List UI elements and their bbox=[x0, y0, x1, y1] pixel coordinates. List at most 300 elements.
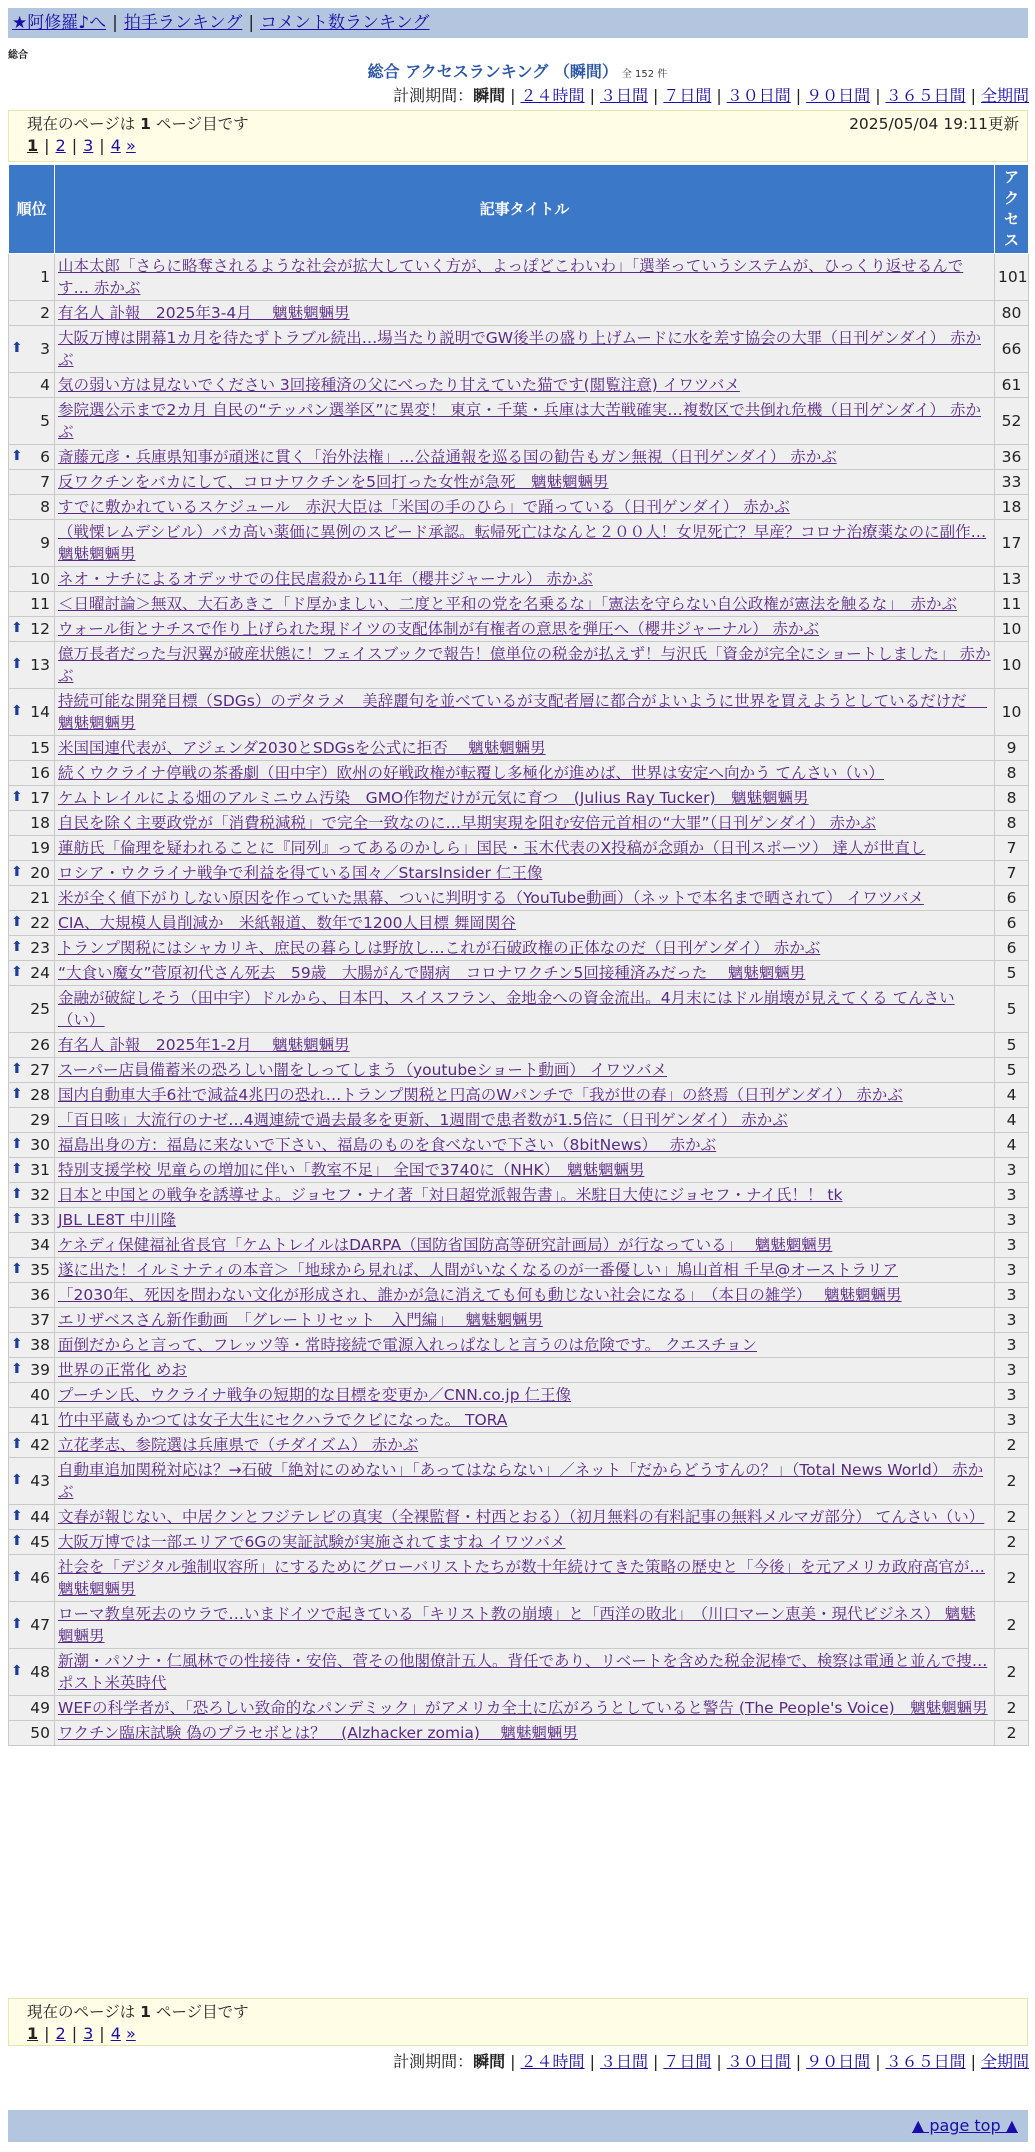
period-link-5[interactable]: ３６５日間 bbox=[885, 2052, 966, 2071]
access-cell: 2 bbox=[995, 1530, 1029, 1555]
page-separator: | bbox=[44, 136, 50, 155]
rank-number: 38 bbox=[30, 1336, 50, 1354]
table-row bbox=[9, 1458, 1029, 1505]
access-cell: 2 bbox=[995, 1602, 1029, 1649]
ranking-title: 総合 アクセスランキング （瞬間） bbox=[367, 62, 618, 81]
rank-number: 46 bbox=[30, 1569, 50, 1587]
period-separator: | bbox=[970, 2052, 976, 2071]
access-cell: 52 bbox=[995, 398, 1029, 445]
article-link[interactable]: “大食い魔女”菅原初代さん死去 59歳 大腸がんで闘病 コロナワクチン5回接種済みだった 魑魅魍魎男 bbox=[58, 964, 806, 982]
page-current: 1 bbox=[27, 2024, 39, 2043]
rank-cell bbox=[9, 1602, 55, 1649]
period-current: 瞬間 bbox=[473, 86, 506, 105]
up-arrow-icon: ⬆ bbox=[11, 656, 23, 672]
access-cell: 2 bbox=[995, 1696, 1029, 1721]
article-link[interactable]: 有名人 訃報 2025年1-2月 魑魅魍魎男 bbox=[58, 1036, 350, 1054]
nav-separator: | bbox=[112, 13, 118, 33]
access-cell: 66 bbox=[995, 326, 1029, 373]
rank-number: 5 bbox=[40, 412, 50, 430]
access-cell: 5 bbox=[995, 961, 1029, 986]
access-cell: 3 bbox=[995, 1233, 1029, 1258]
period-link-2[interactable]: ７日間 bbox=[663, 86, 712, 105]
access-cell: 36 bbox=[995, 445, 1029, 470]
article-link[interactable]: 米国国連代表が、アジェンダ2030とSDGsを公式に拒否 魑魅魍魎男 bbox=[58, 739, 546, 757]
rank-number: 2 bbox=[40, 304, 50, 322]
page-title bbox=[0, 62, 1035, 85]
table-row bbox=[9, 617, 1029, 642]
access-cell: 3 bbox=[995, 1308, 1029, 1333]
period-separator: | bbox=[589, 86, 595, 105]
rank-number: 37 bbox=[30, 1311, 50, 1329]
rank-number: 18 bbox=[30, 814, 50, 832]
title-cell bbox=[55, 617, 995, 642]
title-cell bbox=[55, 1383, 995, 1408]
title-cell bbox=[55, 1333, 995, 1358]
article-link[interactable]: ウォール街とナチスで作り上げられた現ドイツの支配体制が有権者の意思を弾圧へ（櫻井ジャーナル） 赤かぶ bbox=[58, 620, 820, 638]
rank-cell bbox=[9, 1033, 55, 1058]
title-cell bbox=[55, 1602, 995, 1649]
rank-cell bbox=[9, 1358, 55, 1383]
period-link-6[interactable]: 全期間 bbox=[980, 2052, 1029, 2071]
access-cell: 2 bbox=[995, 1505, 1029, 1530]
page-link-2[interactable]: 2 bbox=[55, 2024, 66, 2043]
table-row bbox=[9, 398, 1029, 445]
article-link[interactable]: 金融が破綻しそう（田中宇）ドルから、日本円、スイスフラン、金地金への資金流出。4月末にはドル崩壊が見えてくる てんさい（い） bbox=[58, 989, 955, 1029]
next-page-link[interactable]: » bbox=[125, 136, 136, 155]
article-link[interactable]: 「2030年、死因を問わない文化が形成され、誰かが急に消えても何も動じない社会になる」 （本日の雑学） 魑魅魍魎男 bbox=[58, 1286, 902, 1304]
rank-number: 44 bbox=[30, 1508, 50, 1526]
access-cell: 4 bbox=[995, 1108, 1029, 1133]
home-link[interactable]: ★阿修羅♪へ bbox=[12, 13, 107, 33]
article-link[interactable]: 持続可能な開発目標（SDGs）のデタラメ 美辞麗句を並べているが支配者層に都合がよいように世界を買えようとしているだけだ 魑魅魍魎男 bbox=[58, 692, 988, 732]
current-page-text bbox=[27, 2002, 1009, 2023]
comment-ranking-link[interactable]: コメント数ランキング bbox=[260, 13, 430, 33]
table-row bbox=[9, 1283, 1029, 1308]
access-cell: 4 bbox=[995, 1083, 1029, 1108]
period-current: 瞬間 bbox=[473, 2052, 506, 2071]
rank-number: 24 bbox=[30, 964, 50, 982]
up-arrow-icon: ⬆ bbox=[11, 703, 23, 719]
title-cell bbox=[55, 398, 995, 445]
access-cell: 3 bbox=[995, 1183, 1029, 1208]
rank-number: 40 bbox=[30, 1386, 50, 1404]
period-separator: | bbox=[795, 2052, 802, 2071]
page-number: 1 bbox=[140, 115, 151, 133]
article-link[interactable]: 面倒だからと言って、フレッツ等・常時接続で電源入れっぱなしと言うのは危険です。 クエスチョン bbox=[58, 1336, 758, 1354]
table-row bbox=[9, 786, 1029, 811]
article-link[interactable]: 社会を「デジタル強制収容所」にするためにグローバリストたちが数十年続けてきた策略の歴史と「今後」を元アメリカ政府高官が… 魑魅魍魎男 bbox=[58, 1558, 985, 1598]
table-row bbox=[9, 567, 1029, 592]
rank-cell bbox=[9, 861, 55, 886]
article-link[interactable]: ＜日曜討論＞無双、大石あきこ「ド厚かましい、二度と平和の党を名乗るな」「憲法を守らない自公政権が憲法を触るな」 赤かぶ bbox=[58, 595, 958, 613]
access-cell: 17 bbox=[995, 520, 1029, 567]
table-row bbox=[9, 911, 1029, 936]
title-cell bbox=[55, 1530, 995, 1555]
access-cell: 4 bbox=[995, 1133, 1029, 1158]
article-link[interactable]: WEFの科学者が、「恐ろしい致命的なパンデミック」がアメリカ全土に広がろうとしていると警告 (The People's Voice) 魑魅魍魎男 bbox=[58, 1699, 988, 1717]
access-cell: 3 bbox=[995, 1383, 1029, 1408]
article-link[interactable]: 日本と中国との戦争を誘導せよ。ジョセフ・ナイ著「対日超党派報告書」。米駐日大使にジョセフ・ナイ氏！！ tk bbox=[58, 1186, 843, 1204]
title-cell bbox=[55, 786, 995, 811]
access-cell: 5 bbox=[995, 1058, 1029, 1083]
table-row bbox=[9, 326, 1029, 373]
rank-cell bbox=[9, 689, 55, 736]
article-link[interactable]: 億万長者だった与沢翼が破産状態に！フェイスブックで報告！億単位の税金が払えず！与沢氏「資金が完全にショートしました」 赤かぶ bbox=[58, 645, 991, 685]
page-links bbox=[27, 135, 1009, 156]
up-arrow-icon: ⬆ bbox=[11, 1161, 23, 1177]
access-cell: 8 bbox=[995, 811, 1029, 836]
title-cell bbox=[55, 592, 995, 617]
footer-bar bbox=[8, 2110, 1028, 2142]
access-cell: 8 bbox=[995, 786, 1029, 811]
article-link[interactable]: ワクチン臨床試験 偽のプラセボとは？ (Alzhacker zomia) 魑魅魍魎男 bbox=[58, 1724, 578, 1742]
title-cell bbox=[55, 520, 995, 567]
article-link[interactable]: 新潮・パソナ・仁風林での性接待・安倍、菅その他閣僚計五人。背任であり、リベートを含めた税金泥棒で、検察は電通と並んで捜… ポスト米英時代 bbox=[58, 1652, 988, 1692]
table-row bbox=[9, 1108, 1029, 1133]
rank-cell bbox=[9, 936, 55, 961]
page-link-3[interactable]: 3 bbox=[83, 2024, 94, 2043]
period-label: 計測期間： bbox=[393, 86, 474, 105]
article-link[interactable]: 国内自動車大手6社で減益4兆円の恐れ…トランプ関税と円高のWパンチで「我が世の春」の終焉（日刊ゲンダイ） 赤かぶ bbox=[58, 1086, 903, 1104]
rank-cell bbox=[9, 1433, 55, 1458]
title-cell bbox=[55, 986, 995, 1033]
rank-cell bbox=[9, 1208, 55, 1233]
access-cell: 2 bbox=[995, 1433, 1029, 1458]
period-link-3[interactable]: ３０日間 bbox=[726, 86, 791, 105]
rank-cell bbox=[9, 1555, 55, 1602]
table-row bbox=[9, 373, 1029, 398]
up-arrow-icon: ⬆ bbox=[11, 1136, 23, 1152]
access-cell: 101 bbox=[995, 254, 1029, 301]
clap-ranking-link[interactable]: 拍手ランキング bbox=[123, 13, 243, 33]
period-separator: | bbox=[970, 86, 976, 105]
period-separator: | bbox=[652, 86, 659, 105]
table-row bbox=[9, 961, 1029, 986]
article-link[interactable]: 大阪万博では一部エリアで6Gの実証試験が実施されてますね イワツバメ bbox=[58, 1533, 566, 1551]
rank-cell bbox=[9, 1333, 55, 1358]
rank-number: 14 bbox=[30, 703, 50, 721]
article-link[interactable]: 竹中平蔵もかつては女子大生にセクハラでクビになった。 TORA bbox=[58, 1411, 508, 1429]
access-cell: 2 bbox=[995, 1458, 1029, 1505]
table-row bbox=[9, 1133, 1029, 1158]
article-link[interactable]: 蓮舫氏「倫理を疑われることに『同列』ってあるのかしら」国民・玉木代表のX投稿が念頭か（日刊スポーツ） 達人が世直し bbox=[58, 839, 926, 857]
title-cell bbox=[55, 886, 995, 911]
article-link[interactable]: ロシア・ウクライナ戦争で利益を得ている国々／StarsInsider 仁王像 bbox=[58, 864, 543, 882]
rank-number: 45 bbox=[30, 1533, 50, 1551]
page-separator: | bbox=[71, 136, 78, 155]
article-link[interactable]: CIA、大規模人員削減か 米紙報道、数年で1200人目標 舞岡関谷 bbox=[58, 914, 516, 932]
title-cell bbox=[55, 495, 995, 520]
period-separator: | bbox=[589, 2052, 595, 2071]
page-link-4[interactable]: 4 bbox=[110, 2024, 121, 2043]
table-row bbox=[9, 520, 1029, 567]
rank-cell bbox=[9, 1058, 55, 1083]
rank-cell bbox=[9, 1530, 55, 1555]
rank-number: 47 bbox=[30, 1616, 50, 1634]
rank-cell bbox=[9, 1158, 55, 1183]
rank-number: 22 bbox=[30, 914, 50, 932]
article-link[interactable]: 遂に出た！イルミナティの本音＞「地球から見れば、人間がいなくなるのが一番優しい」鳩山首相 千早@オーストラリア bbox=[58, 1261, 898, 1279]
access-cell: 80 bbox=[995, 301, 1029, 326]
rank-number: 26 bbox=[30, 1036, 50, 1054]
period-link-0[interactable]: ２４時間 bbox=[520, 2052, 585, 2071]
rank-cell bbox=[9, 1649, 55, 1696]
table-row bbox=[9, 1530, 1029, 1555]
rank-number: 35 bbox=[30, 1261, 50, 1279]
period-link-0[interactable]: ２４時間 bbox=[520, 86, 585, 105]
page-link-3[interactable]: 3 bbox=[83, 136, 94, 155]
period-link-3[interactable]: ３０日間 bbox=[726, 2052, 791, 2071]
table-row bbox=[9, 592, 1029, 617]
access-cell: 2 bbox=[995, 1721, 1029, 1746]
article-link[interactable]: トランプ関税にはシャカリキ、庶民の暮らしは野放し…これが石破政権の正体なのだ（日刊ゲンダイ） 赤かぶ bbox=[58, 939, 821, 957]
table-row bbox=[9, 1308, 1029, 1333]
article-link[interactable]: 山本太郎「さらに略奪されるような社会が拡大していく方が、よっぽどこわいわ」「選挙っていうシステムが、ひっくり返せるんです… 赤かぶ bbox=[58, 257, 964, 297]
access-cell: 5 bbox=[995, 986, 1029, 1033]
rank-cell bbox=[9, 326, 55, 373]
rank-number: 43 bbox=[30, 1472, 50, 1490]
table-row bbox=[9, 1183, 1029, 1208]
table-row bbox=[9, 861, 1029, 886]
article-link[interactable]: 参院選公示まで2カ月 自民の“テッパン選挙区”に異変！ 東京・千葉・兵庫は大苦戦確実…複数区で共倒れ危機（日刊ゲンダイ） 赤かぶ bbox=[58, 401, 981, 441]
rank-cell bbox=[9, 495, 55, 520]
period-link-1[interactable]: ３日間 bbox=[599, 86, 648, 105]
rank-cell bbox=[9, 520, 55, 567]
up-arrow-icon: ⬆ bbox=[11, 1508, 23, 1524]
title-cell bbox=[55, 1108, 995, 1133]
title-cell bbox=[55, 736, 995, 761]
table-row bbox=[9, 254, 1029, 301]
title-cell bbox=[55, 1433, 995, 1458]
article-link[interactable]: 自動車追加関税対応は？→石破「絶対にのめない」「あってはならない」／ネット「だからどうすんの？」（Total News World） 赤かぶ bbox=[58, 1461, 984, 1501]
title-cell bbox=[55, 1458, 995, 1505]
period-separator: | bbox=[652, 2052, 659, 2071]
rank-cell bbox=[9, 1258, 55, 1283]
rank-number: 20 bbox=[30, 864, 50, 882]
article-link[interactable]: すでに敷かれているスケジュール 赤沢大臣は「米国の手のひら」で踊っている（日刊ゲンダイ） 赤かぶ bbox=[58, 498, 790, 516]
table-row bbox=[9, 1505, 1029, 1530]
page-links bbox=[27, 2023, 1009, 2044]
access-cell: 7 bbox=[995, 836, 1029, 861]
title-cell bbox=[55, 1058, 995, 1083]
rank-number: 30 bbox=[30, 1136, 50, 1154]
table-row bbox=[9, 1408, 1029, 1433]
access-cell: 10 bbox=[995, 617, 1029, 642]
rank-number: 17 bbox=[30, 789, 50, 807]
rank-cell bbox=[9, 986, 55, 1033]
rank-cell bbox=[9, 470, 55, 495]
rank-number: 1 bbox=[40, 268, 50, 286]
page-top-link[interactable]: ▲ page top ▲ bbox=[911, 2116, 1018, 2135]
article-link[interactable]: 自民を除く主要政党が「消費税減税」で完全一致なのに…早期実現を阻む安倍元首相の“大罪”（日刊ゲンダイ） 赤かぶ bbox=[58, 814, 877, 832]
rank-cell bbox=[9, 592, 55, 617]
access-cell: 3 bbox=[995, 1258, 1029, 1283]
up-arrow-icon: ⬆ bbox=[11, 864, 23, 880]
article-link[interactable]: 文春が報じない、中居クンとフジテレビの真実（全裸監督・村西とおる）（初月無料の有料記事の無料メルマガ部分） てんさい（い） bbox=[58, 1508, 985, 1526]
category-tag: 総合 bbox=[8, 50, 28, 61]
period-link-4[interactable]: ９０日間 bbox=[806, 86, 871, 105]
rank-number: 9 bbox=[40, 534, 50, 552]
title-cell bbox=[55, 1649, 995, 1696]
title-cell bbox=[55, 642, 995, 689]
access-cell: 10 bbox=[995, 689, 1029, 736]
rank-number: 23 bbox=[30, 939, 50, 957]
up-arrow-icon: ⬆ bbox=[11, 1086, 23, 1102]
rank-number: 11 bbox=[30, 595, 50, 613]
next-page-link[interactable]: » bbox=[125, 2024, 136, 2043]
up-arrow-icon: ⬆ bbox=[11, 964, 23, 980]
access-cell: 6 bbox=[995, 911, 1029, 936]
period-link-2[interactable]: ７日間 bbox=[663, 2052, 712, 2071]
up-arrow-icon: ⬆ bbox=[11, 789, 23, 805]
article-link[interactable]: 続くウクライナ停戦の茶番劇（田中宇）欧州の好戦政権が転覆し多極化が進めば、世界は安定へ向かう てんさい（い） bbox=[58, 764, 884, 782]
title-cell bbox=[55, 1408, 995, 1433]
rank-number: 10 bbox=[30, 570, 50, 588]
title-cell bbox=[55, 1696, 995, 1721]
article-link[interactable]: 福島出身の方：福島に来ないで下さい、福島のものを食べないで下さい（8bitNews） 赤かぶ bbox=[58, 1136, 717, 1154]
table-row bbox=[9, 986, 1029, 1033]
article-link[interactable]: ネオ・ナチによるオデッサでの住民虐殺から11年（櫻井ジャーナル） 赤かぶ bbox=[58, 570, 593, 588]
rank-number: 50 bbox=[30, 1724, 50, 1742]
header-access: アクセス bbox=[995, 165, 1029, 254]
access-cell: 11 bbox=[995, 592, 1029, 617]
up-arrow-icon: ⬆ bbox=[11, 340, 23, 356]
access-cell: 6 bbox=[995, 936, 1029, 961]
pager-bottom bbox=[8, 1998, 1028, 2046]
rank-cell bbox=[9, 911, 55, 936]
page-separator: | bbox=[99, 2024, 105, 2043]
up-arrow-icon: ⬆ bbox=[11, 1533, 23, 1549]
article-link[interactable]: 有名人 訃報 2025年3-4月 魑魅魍魎男 bbox=[58, 304, 350, 322]
article-link[interactable]: 気の弱い方は見ないでください 3回接種済の父にべったり甘えていた猫です(閲覧注意) イワツバメ bbox=[58, 376, 740, 394]
table-row bbox=[9, 1033, 1029, 1058]
title-cell bbox=[55, 470, 995, 495]
rank-cell bbox=[9, 254, 55, 301]
article-link[interactable]: スーパー店員備蓄米の恐ろしい闇をしってしまう（youtubeショート動画） イワツバメ bbox=[58, 1061, 668, 1079]
title-cell bbox=[55, 1033, 995, 1058]
table-row bbox=[9, 736, 1029, 761]
rank-cell bbox=[9, 1505, 55, 1530]
table-row bbox=[9, 836, 1029, 861]
table-row bbox=[9, 1602, 1029, 1649]
article-link[interactable]: 特別支援学校 児童らの増加に伴い「教室不足」 全国で3740に（NHK） 魑魅魍魎男 bbox=[58, 1161, 645, 1179]
up-arrow-icon: ⬆ bbox=[11, 1061, 23, 1077]
rank-number: 32 bbox=[30, 1186, 50, 1204]
title-cell bbox=[55, 1183, 995, 1208]
table-row bbox=[9, 1649, 1029, 1696]
rank-number: 8 bbox=[40, 498, 50, 516]
article-link[interactable]: 斎藤元彦・兵庫県知事が頑迷に貫く「治外法権」…公益通報を巡る国の勧告もガン無視（日刊ゲンダイ） 赤かぶ bbox=[58, 448, 837, 466]
period-link-5[interactable]: ３６５日間 bbox=[885, 86, 966, 105]
title-cell bbox=[55, 961, 995, 986]
period-link-6[interactable]: 全期間 bbox=[980, 86, 1029, 105]
title-cell bbox=[55, 1308, 995, 1333]
table-row bbox=[9, 470, 1029, 495]
rank-number: 48 bbox=[30, 1663, 50, 1681]
rank-cell bbox=[9, 1283, 55, 1308]
article-link[interactable]: ローマ教皇死去のウラで…いまドイツで起きている「キリスト教の崩壊」と「西洋の敗北」 （川口マーン恵美・現代ビジネス） 魑魅魍魎男 bbox=[58, 1605, 976, 1645]
article-link[interactable]: プーチン氏、ウクライナ戦争の短期的な目標を変更か／CNN.co.jp 仁王像 bbox=[58, 1386, 571, 1404]
table-row bbox=[9, 1358, 1029, 1383]
top-nav-bar bbox=[8, 8, 1028, 38]
page-prefix: 現在のページは bbox=[27, 115, 136, 133]
article-link[interactable]: 反ワクチンをバカにして、コロナワクチンを5回打った女性が急死 魑魅魍魎男 bbox=[58, 473, 609, 491]
rank-cell bbox=[9, 736, 55, 761]
period-separator: | bbox=[875, 86, 881, 105]
rank-cell bbox=[9, 1383, 55, 1408]
table-row bbox=[9, 1233, 1029, 1258]
up-arrow-icon: ⬆ bbox=[11, 1361, 23, 1377]
article-link[interactable]: JBL LE8T 中川隆 bbox=[58, 1211, 176, 1229]
article-link[interactable]: 大阪万博は開幕1カ月を待たずトラブル続出…場当たり説明でGW後半の盛り上げムードに水を差す協会の大罪（日刊ゲンダイ） 赤かぶ bbox=[58, 329, 981, 369]
access-cell: 7 bbox=[995, 861, 1029, 886]
rank-number: 36 bbox=[30, 1286, 50, 1304]
period-link-4[interactable]: ９０日間 bbox=[806, 2052, 871, 2071]
up-arrow-icon: ⬆ bbox=[11, 1336, 23, 1352]
rank-cell bbox=[9, 836, 55, 861]
rank-cell bbox=[9, 1108, 55, 1133]
article-link[interactable]: ケムトレイルによる畑のアルミニウム汚染 GMO作物だけが元気に育つ (Julius Ray Tucker) 魑魅魍魎男 bbox=[58, 789, 809, 807]
period-selector-bottom bbox=[393, 2052, 1029, 2072]
access-cell: 3 bbox=[995, 1408, 1029, 1433]
table-row bbox=[9, 301, 1029, 326]
rank-cell bbox=[9, 886, 55, 911]
access-cell: 13 bbox=[995, 567, 1029, 592]
article-link[interactable]: 世界の正常化 めお bbox=[58, 1361, 187, 1379]
title-cell bbox=[55, 1083, 995, 1108]
header-title: 記事タイトル bbox=[55, 165, 995, 254]
table-row bbox=[9, 1158, 1029, 1183]
article-link[interactable]: 米が全く値下がりしない原因を作っていた黒幕、ついに判明する（YouTube動画）（ネットで本名まで晒されて） イワツバメ bbox=[58, 889, 924, 907]
title-cell bbox=[55, 567, 995, 592]
article-link[interactable]: 立花孝志、参院選は兵庫県で（チダイズム） 赤かぶ bbox=[58, 1436, 419, 1454]
page-link-4[interactable]: 4 bbox=[110, 136, 121, 155]
table-row bbox=[9, 811, 1029, 836]
nav-separator: | bbox=[248, 13, 255, 33]
up-arrow-icon: ⬆ bbox=[11, 1616, 23, 1632]
article-link[interactable]: エリザベスさん新作動画 「グレートリセット 入門編」 魑魅魍魎男 bbox=[58, 1311, 543, 1329]
header-rank: 順位 bbox=[9, 165, 55, 254]
access-cell: 3 bbox=[995, 1158, 1029, 1183]
table-row bbox=[9, 1258, 1029, 1283]
page-separator: | bbox=[71, 2024, 78, 2043]
title-cell bbox=[55, 1505, 995, 1530]
pager-top bbox=[8, 110, 1028, 162]
access-cell: 18 bbox=[995, 495, 1029, 520]
access-cell: 3 bbox=[995, 1283, 1029, 1308]
article-link[interactable]: ケネディ保健福祉省長官「ケムトレイルはDARPA（国防省国防高等研究計画局）が行なっている」 魑魅魍魎男 bbox=[58, 1236, 833, 1254]
rank-cell bbox=[9, 1721, 55, 1746]
rank-cell bbox=[9, 761, 55, 786]
page-link-2[interactable]: 2 bbox=[55, 136, 66, 155]
page-number: 1 bbox=[140, 2003, 151, 2021]
page-current: 1 bbox=[27, 136, 39, 155]
period-link-1[interactable]: ３日間 bbox=[599, 2052, 648, 2071]
period-separator: | bbox=[510, 2052, 516, 2071]
title-cell bbox=[55, 836, 995, 861]
article-link[interactable]: 「百日咳」大流行のナゼ…4週連続で過去最多を更新、1週間で患者数が1.5倍に（日刊ゲンダイ） 赤かぶ bbox=[58, 1111, 788, 1129]
total-count: 全 152 件 bbox=[621, 69, 668, 80]
rank-number: 6 bbox=[40, 448, 50, 466]
table-row bbox=[9, 1083, 1029, 1108]
access-cell: 3 bbox=[995, 1208, 1029, 1233]
rank-number: 34 bbox=[30, 1236, 50, 1254]
table-row bbox=[9, 1058, 1029, 1083]
up-arrow-icon: ⬆ bbox=[11, 939, 23, 955]
article-link[interactable]: （戦慄レムデシビル）バカ高い薬価に異例のスピード承認。転帰死亡はなんと２００人！女児死亡？早産？コロナ治療薬なのに副作… 魑魅魍魎男 bbox=[58, 523, 987, 563]
rank-number: 7 bbox=[40, 473, 50, 491]
rank-cell bbox=[9, 1408, 55, 1433]
